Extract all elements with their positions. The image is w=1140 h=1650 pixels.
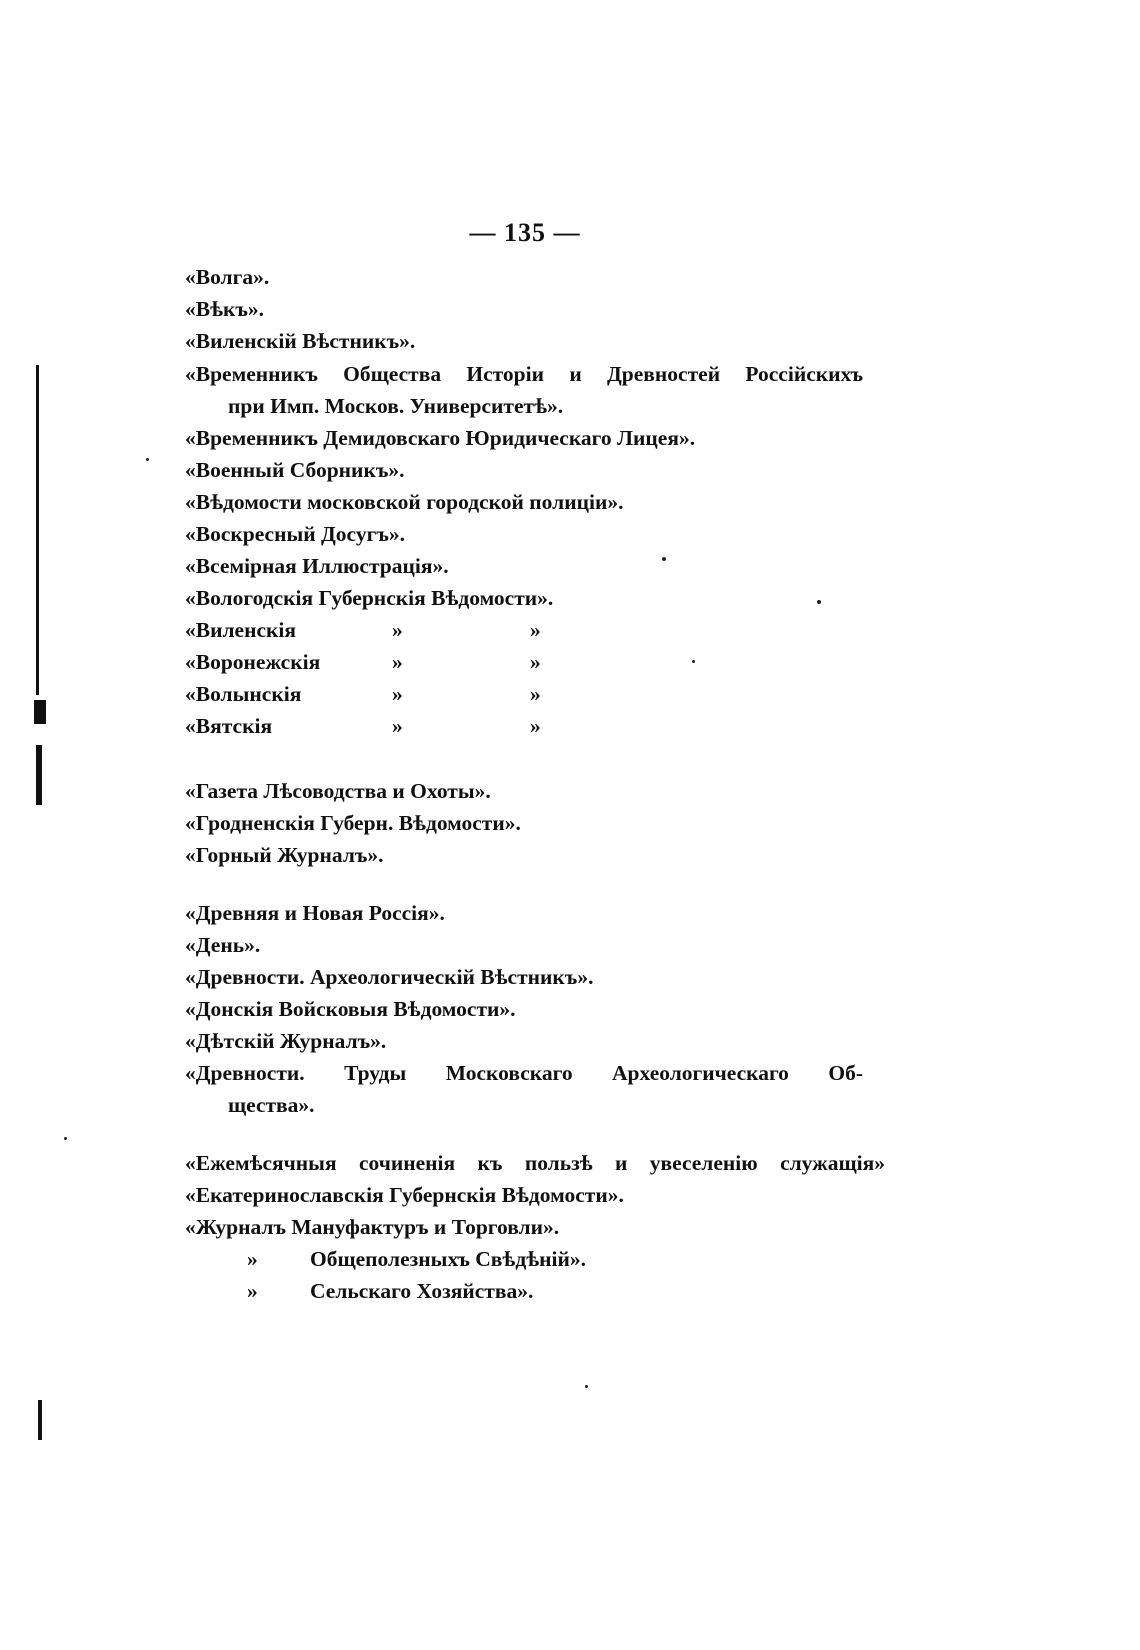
ditto-row-name: «Волынскія [185,682,302,706]
list-item: «Временникъ Демидовскаго Юридическаго Лицея». [185,426,696,450]
list-item: «Журналъ Мануфактуръ и Торговли». [185,1215,560,1239]
list-item: «Екатеринославскія Губернскія Вѣдомости». [185,1183,624,1207]
list-item: «Древности. Труды Московскаго Археологическаго Об- [185,1061,863,1085]
list-item: «Ежемѣсячныя сочиненія къ пользѣ и увеселенію служащія» [185,1151,885,1175]
ditto-mark: » [530,650,541,674]
scan-speck [662,557,666,561]
scan-speck [585,1385,588,1388]
list-item: «Дѣтскій Журналъ». [185,1029,387,1053]
list-item: «Вѣдомости московской городской полиціи». [185,490,624,514]
ditto-mark: » [247,1279,258,1303]
list-item-continuation: щества». [228,1093,315,1117]
list-item: «Вѣкъ». [185,297,265,321]
scan-speck [146,458,149,461]
list-item: «Вологодскія Губернскія Вѣдомости». [185,586,554,610]
list-item: «Временникъ Общества Исторіи и Древностей Россійскихъ [185,362,863,386]
list-item: «Всемірная Иллюстрація». [185,554,449,578]
scan-edge-mark [36,365,39,695]
scan-speck [64,1137,67,1140]
scan-edge-mark [38,1400,42,1440]
ditto-mark: » [392,682,403,706]
sub-entry-text: Сельскаго Хозяйства». [310,1279,534,1303]
ditto-mark: » [392,650,403,674]
list-item: «Горный Журналъ». [185,843,384,867]
list-item: «День». [185,933,261,957]
list-item: «Гродненскія Губерн. Вѣдомости». [185,811,521,835]
ditto-row-name: «Вятскія [185,714,273,738]
list-item-continuation: при Имп. Москов. Университетѣ». [228,394,564,418]
page-number: — 135 — [469,218,581,247]
list-item: «Военный Сборникъ». [185,458,405,482]
scan-speck [817,600,821,604]
list-item: «Древняя и Новая Россія». [185,901,445,925]
ditto-mark: » [530,682,541,706]
list-item: «Газета Лѣсоводства и Охоты». [185,779,491,803]
list-item: «Воскресный Досугъ». [185,522,405,546]
list-item: «Донскія Войсковыя Вѣдомости». [185,997,516,1021]
list-item: «Древности. Археологическій Вѣстникъ». [185,965,594,989]
list-item: «Волга». [185,265,270,289]
ditto-mark: » [247,1247,258,1271]
scan-edge-mark [34,700,46,724]
ditto-row-name: «Воронежскія [185,650,321,674]
ditto-mark: » [530,714,541,738]
ditto-mark: » [392,714,403,738]
scan-edge-mark [36,745,42,805]
list-item: «Виленскій Вѣстникъ». [185,329,416,353]
ditto-row-name: «Виленскія [185,618,297,642]
sub-entry-text: Общеполезныхъ Свѣдѣній». [310,1247,586,1271]
scan-speck [692,660,695,663]
ditto-mark: » [392,618,403,642]
ditto-mark: » [530,618,541,642]
